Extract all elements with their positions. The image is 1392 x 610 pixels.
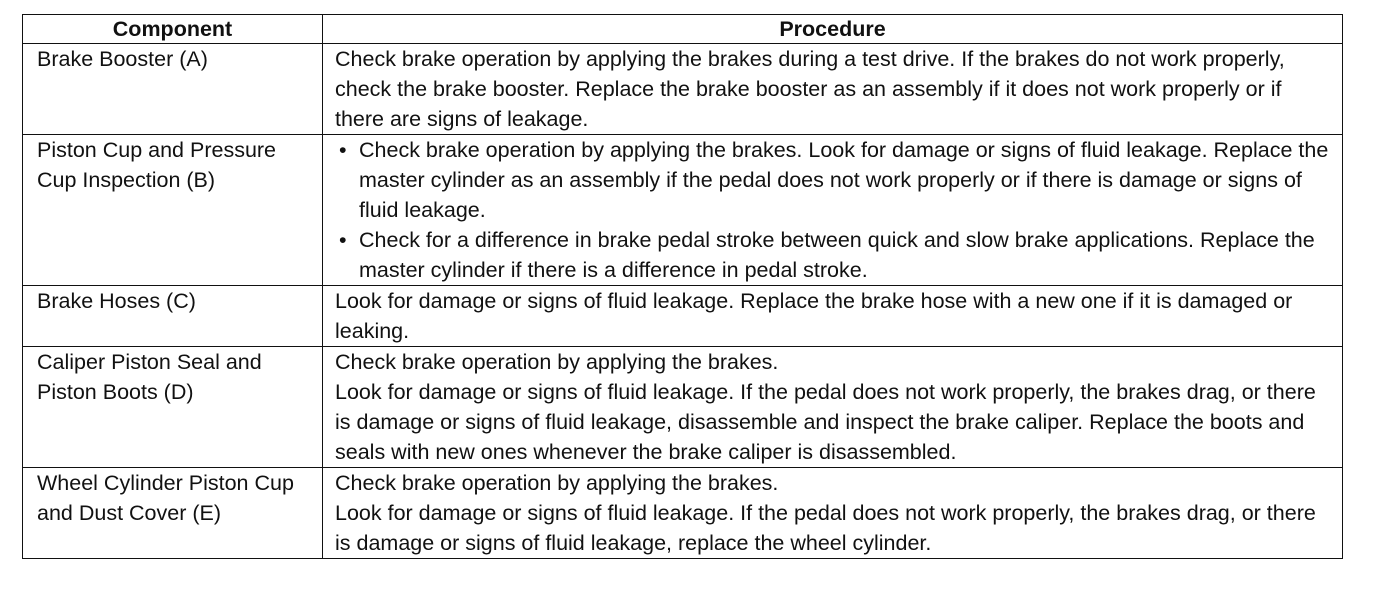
- component-cell: Brake Booster (A): [23, 44, 323, 135]
- procedure-bullet: • Check for a difference in brake pedal stroke between quick and slow brake applications. Replace the master cylinder if there is a difference in pedal stroke.: [335, 225, 1334, 285]
- procedure-bullet-list: [335, 135, 1334, 285]
- component-cell: Piston Cup and Pressure Cup Inspection (B): [23, 135, 323, 286]
- component-cell: Brake Hoses (C): [23, 286, 323, 347]
- procedure-text: Look for damage or signs of fluid leakage. If the pedal does not work properly, the brakes drag, or there is damage or signs of fluid leakage, disassemble and inspect the brake caliper. Replace the boots and seals with new ones whenever the brake caliper is disassembled.: [335, 380, 1316, 464]
- procedure-cell: [323, 135, 1343, 286]
- procedure-text: Look for damage or signs of fluid leakage. Replace the brake hose with a new one if it is damaged or leaking.: [335, 289, 1293, 343]
- procedure-text: Check brake operation by applying the brakes during a test drive. If the brakes do not work properly, check the brake booster. Replace the brake booster as an assembly if it does not work properly or if there are signs of leakage.: [335, 47, 1285, 131]
- procedure-cell: [323, 44, 1343, 135]
- procedure-text: Check brake operation by applying the brakes.: [335, 350, 779, 374]
- procedure-bullet: • Check brake operation by applying the brakes. Look for damage or signs of fluid leakage. Replace the master cylinder as an assembly if the pedal does not work properly or if there is damage or signs of fluid leakage.: [335, 135, 1334, 225]
- procedure-text: Look for damage or signs of fluid leakage. If the pedal does not work properly, the brakes drag, or there is damage or signs of fluid leakage, replace the wheel cylinder.: [335, 501, 1316, 555]
- table-row-caliper-piston-seal: [23, 347, 1343, 468]
- table-row-piston-cup: [23, 135, 1343, 286]
- procedure-table: [22, 14, 1343, 559]
- header-component: Component: [23, 15, 323, 44]
- table-row-wheel-cylinder: [23, 468, 1343, 559]
- table-row-brake-booster: [23, 44, 1343, 135]
- component-cell: Wheel Cylinder Piston Cup and Dust Cover (E): [23, 468, 323, 559]
- procedure-cell: [323, 468, 1343, 559]
- table-row-brake-hoses: [23, 286, 1343, 347]
- header-row: [23, 15, 1343, 44]
- procedure-cell: [323, 347, 1343, 468]
- procedure-text: Check brake operation by applying the brakes.: [335, 471, 779, 495]
- header-procedure: Procedure: [323, 15, 1343, 44]
- procedure-cell: [323, 286, 1343, 347]
- component-cell: Caliper Piston Seal and Piston Boots (D): [23, 347, 323, 468]
